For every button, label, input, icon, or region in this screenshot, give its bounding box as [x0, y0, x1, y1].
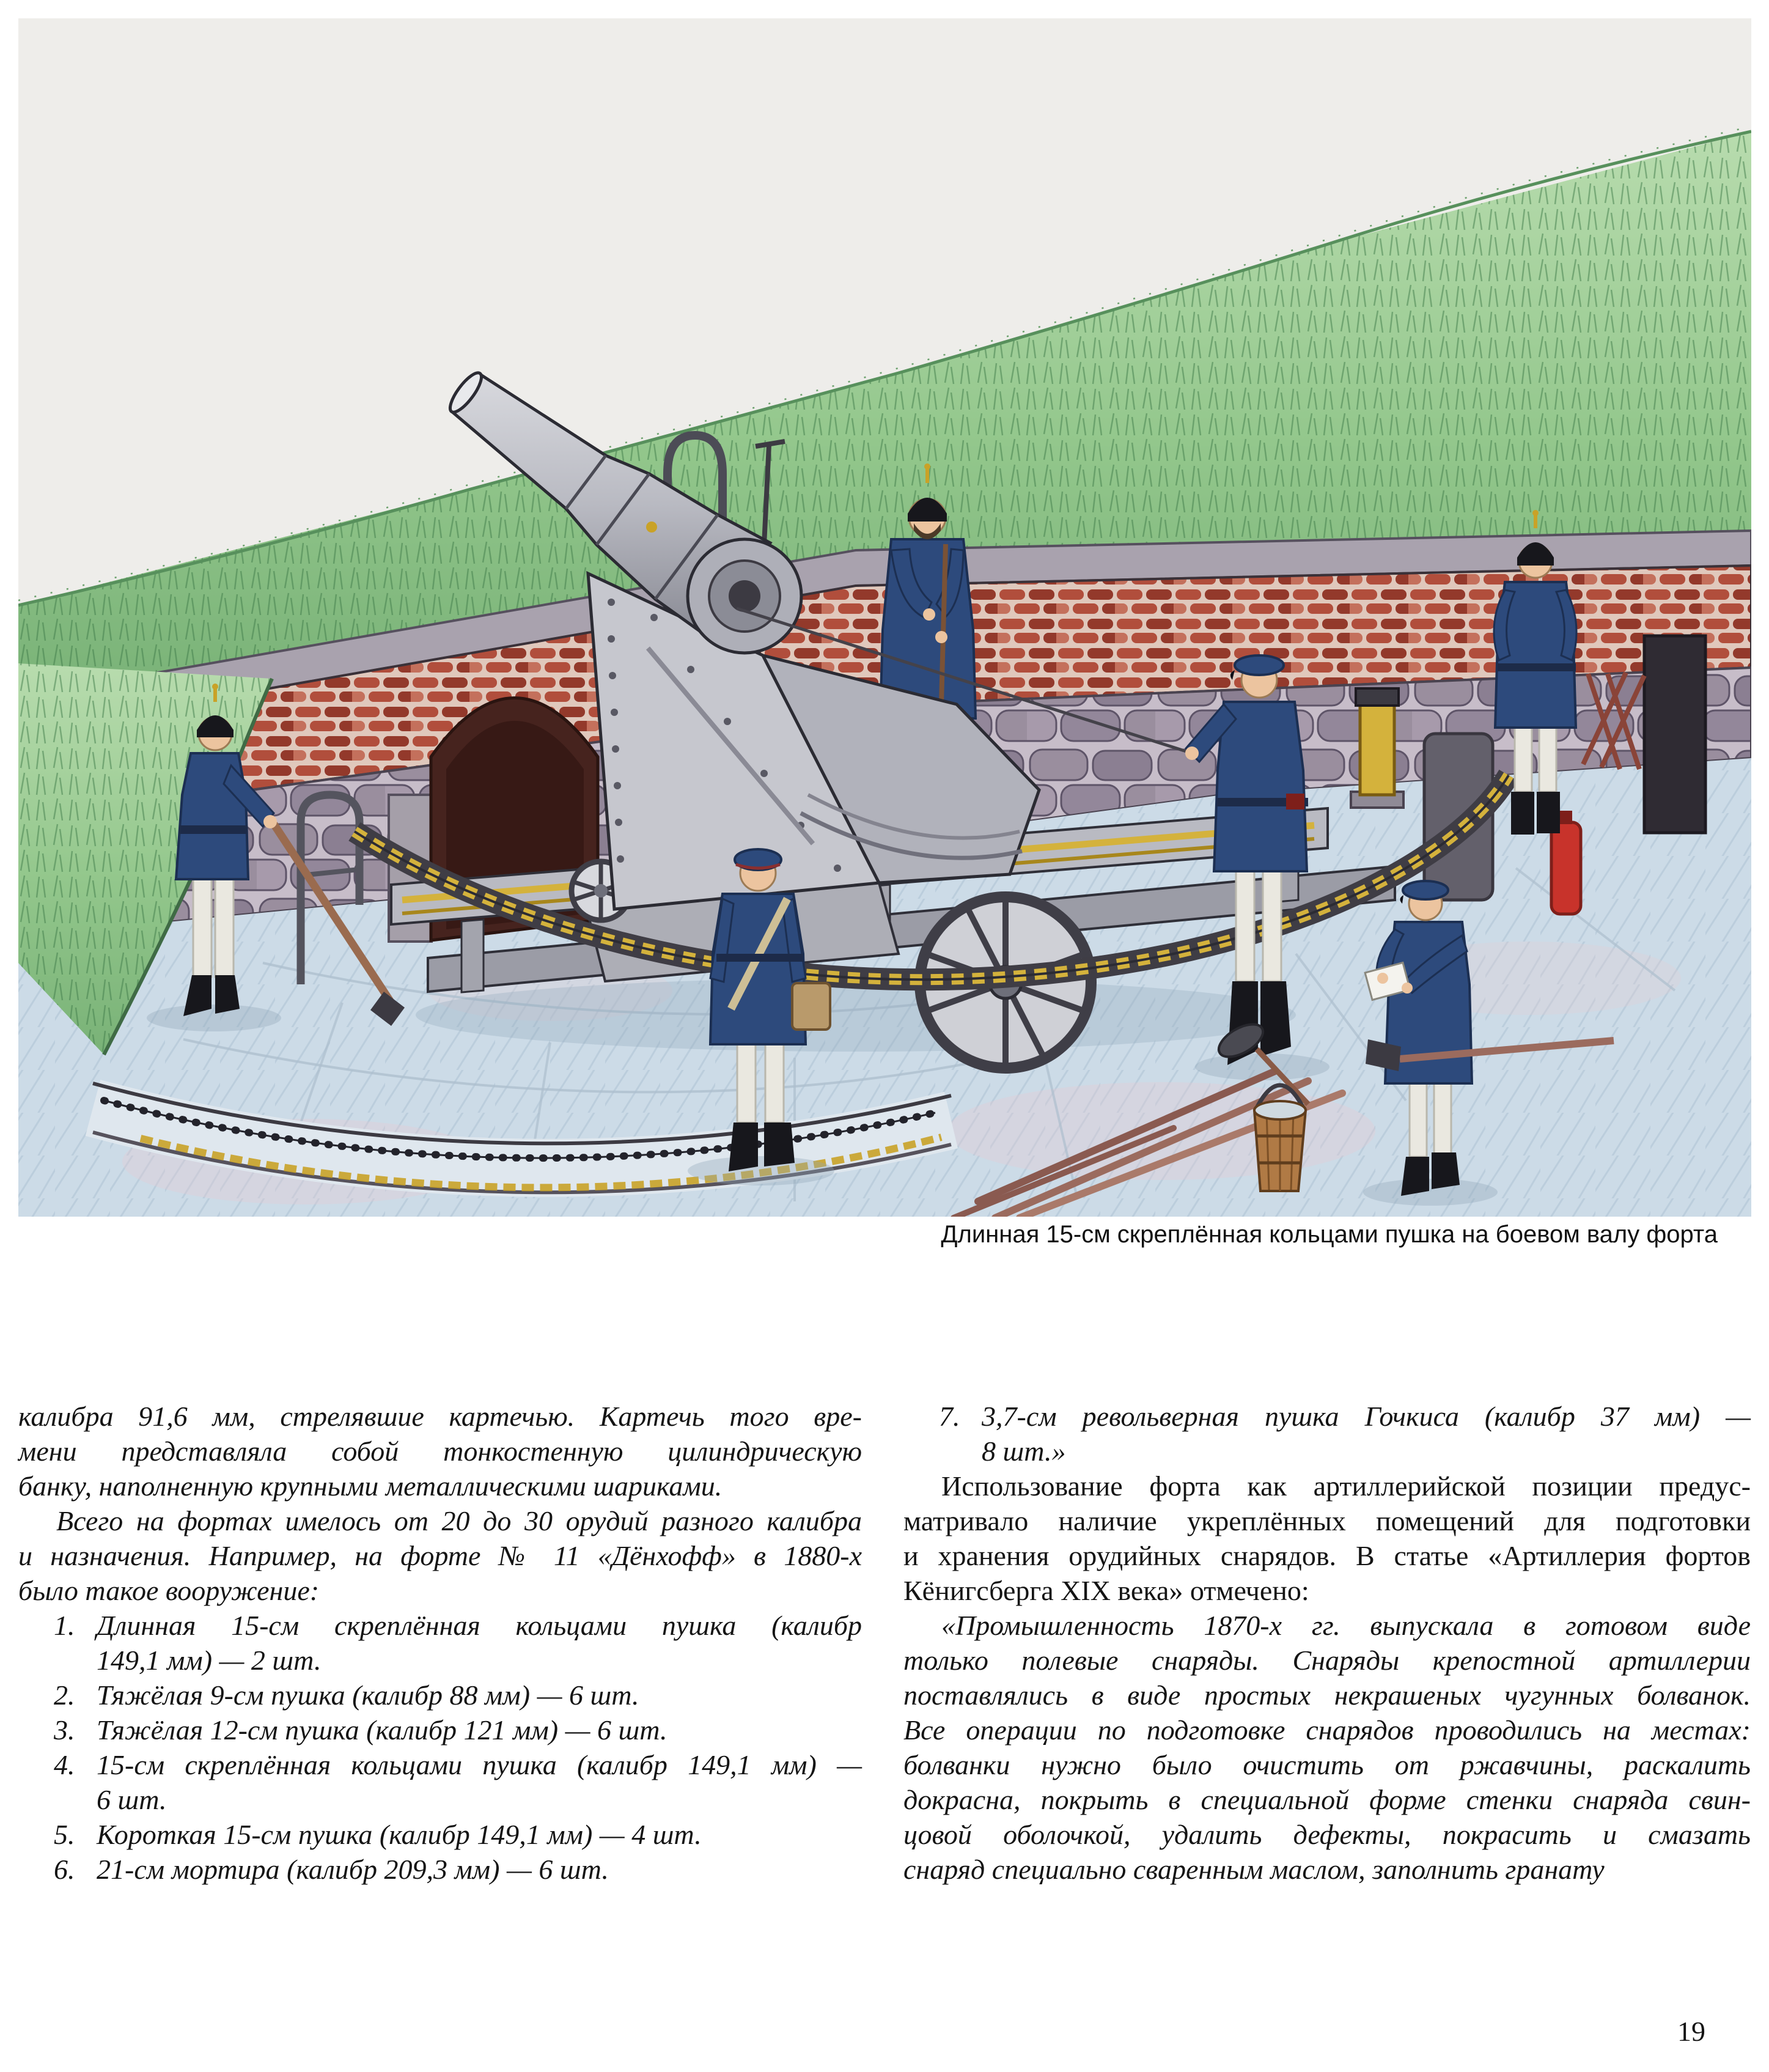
text-line: поставлялись в виде простых некрашеных чугунных болванок. [903, 1679, 1751, 1711]
text-line: мени представляла собой тонкостенную цилиндрическую [18, 1436, 862, 1467]
list-number: 4. [54, 1749, 75, 1780]
text-column-right [903, 1399, 1751, 1887]
text-line: было такое вооружение: [18, 1575, 320, 1606]
text-line: Кёнигсберга XIX века» отмечено: [903, 1575, 1309, 1606]
text-line: 6. 21-см мортира (калибр 209,3 мм) — 6 шт. [18, 1852, 862, 1887]
text-line: снаряд специально сваренным маслом, заполнить гранату [903, 1854, 1605, 1885]
text-line: цовой оболочкой, удалить дефекты, покрасить и смазать [903, 1819, 1751, 1850]
text-line: Все операции по подготовке снарядов проводились на местах: [903, 1714, 1751, 1746]
text-line: 3. Тяжёлая 12-см пушка (калибр 121 мм) — 6 шт. [18, 1713, 862, 1747]
text-line: 8 шт.» [982, 1436, 1066, 1467]
text-line: болванки нужно было очистить от ржавчины, раскалить [903, 1749, 1751, 1780]
list-number: 2. [54, 1679, 75, 1711]
text-line: 4. 15-см скреплённая кольцами пушка (калибр 149,1 мм) — [18, 1747, 862, 1782]
text-line: 1. Длинная 15-см скреплённая кольцами пушка (калибр [18, 1608, 862, 1643]
text-line: Всего на фортах имелось от 20 до 30 орудий разного калибра [56, 1505, 862, 1536]
text-line: и хранения орудийных снарядов. В статье «Артиллерия фортов [903, 1540, 1751, 1571]
brass-lamp-column [1351, 688, 1403, 808]
text-column-left [18, 1399, 862, 1887]
image-caption: Длинная 15-см скреплённая кольцами пушка на боевом валу форта [941, 1221, 1718, 1248]
text-line: 149,1 мм) — 2 шт. [97, 1645, 322, 1676]
text-line: 5. Короткая 15-см пушка (калибр 149,1 мм) — 4 шт. [18, 1817, 862, 1852]
text-line: 7. 3,7-см револьверная пушка Гочкиса (калибр 37 мм) — [903, 1399, 1751, 1434]
wall-niche [1644, 636, 1705, 833]
text-line: 2. Тяжёлая 9-см пушка (калибр 88 мм) — 6 шт. [18, 1678, 862, 1713]
text-line: калибра 91,6 мм, стрелявшие картечью. Картечь того вре- [18, 1401, 862, 1432]
wooden-bucket [1254, 1085, 1306, 1191]
list-number: 7. [939, 1401, 960, 1432]
list-number: 1. [54, 1610, 75, 1641]
text-line: 6 шт. [97, 1784, 167, 1815]
list-number: 3. [54, 1714, 75, 1746]
text-line: и назначения. Например, на форте № 11 «Дёнхофф» в 1880-х [18, 1540, 862, 1571]
page-number: 19 [1677, 2016, 1705, 2047]
text-line: Использование форта как артиллерийской позиции предус- [941, 1470, 1751, 1502]
text-line: «Промышленность 1870-х гг. выпускала в готовом виде [941, 1610, 1751, 1641]
text-line: матривало наличие укреплённых помещений для подготовки [903, 1505, 1751, 1536]
list-number: 5. [54, 1819, 75, 1850]
barrel-crest [646, 522, 657, 533]
text-line: банку, наполненную крупными металлическими шариками. [18, 1470, 723, 1502]
list-number: 6. [54, 1854, 75, 1885]
text-line: докрасна, покрыть в специальной форме стенки снаряда свин- [903, 1784, 1751, 1815]
text-line: только полевые снаряды. Снаряды крепостной артиллерии [903, 1645, 1751, 1676]
